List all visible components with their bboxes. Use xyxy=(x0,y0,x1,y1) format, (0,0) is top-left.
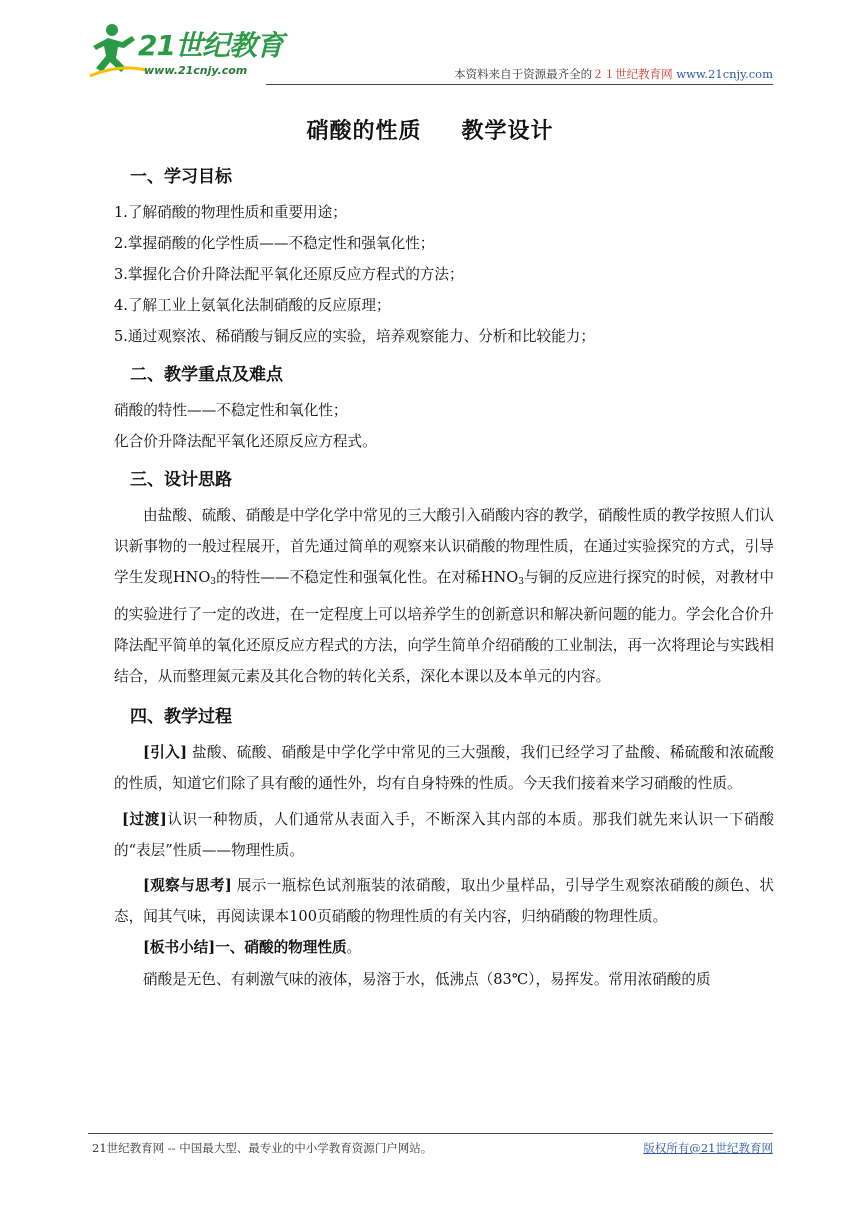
intro-tag: [引入] xyxy=(143,744,188,762)
board-tag: [板书小结] xyxy=(143,939,216,957)
footer-divider xyxy=(88,1133,773,1134)
logo-url: www.21cnjy.com xyxy=(144,64,248,77)
header-note-highlight: ２１世纪教育网 xyxy=(592,67,673,81)
section3-heading: 三、设计思路 xyxy=(130,470,232,490)
board-summary: [板书小结]一、硝酸的物理性质。 xyxy=(143,939,362,957)
title-part1: 硝酸的性质 xyxy=(306,119,422,144)
section2-heading: 二、教学重点及难点 xyxy=(130,365,283,385)
title-part2: 教学设计 xyxy=(461,119,554,144)
section1-heading: 一、学习目标 xyxy=(130,167,232,187)
objective-1: 1.了解硝酸的物理性质和重要用途； xyxy=(114,204,347,221)
section4-heading: 四、教学过程 xyxy=(130,707,232,728)
header-note-prefix: 本资料来自于资源最齐全的 xyxy=(454,67,593,81)
header-divider xyxy=(266,84,773,85)
design-paragraph: 由盐酸、硫酸、硝酸是中学化学中常见的三大酸引入硝酸内容的教学，硝酸性质的教学按照人们认识新事物的一般过程展开，首先通过简单的观察来认识硝酸的物理性质，在通过实验探究的方式，引导学生发现$HNO_3$的特性——不稳定性和强氧化性。在对稀$HNO_3$与铜的反应进行探究的时候，对教材中的实验进行了一定的改进，在一定程度上可以培养学生的创新意识和解决新问题的能力。学会化合价升降法配平简单的氧化还原反应方程式的方法，向学生简单介绍硝酸的工业制法，再一次将理论与实践相结合，从而整理氮元素及其化合物的转化关系，深化本课以及本单元的内容。 xyxy=(114,507,774,686)
logo-text: 21世纪教育 xyxy=(138,29,283,62)
observe-paragraph: [观察与思考] 展示一瓶棕色试剂瓶装的浓硝酸，取出少量样品，引导学生观察浓硝酸的颜色、状态，闻其气味，再阅读课本100页硝酸的物理性质的有关内容，归纳硝酸的物理性质。 xyxy=(114,877,774,926)
observe-tag: [观察与思考] xyxy=(143,877,232,895)
objective-2: 2.掌握硝酸的化学性质——不稳定性和强氧化性； xyxy=(114,235,435,252)
keypoint-1: 硝酸的特性——不稳定性和氧化性； xyxy=(114,402,348,419)
logo xyxy=(88,20,288,82)
objective-4: 4.了解工业上氨氧化法制硝酸的反应原理； xyxy=(114,297,391,314)
transition-tag: [过渡] xyxy=(122,810,167,828)
footer-left-text: 21世纪教育网 -- 中国最大型、最专业的中小学教育资源门户网站。 xyxy=(92,1141,433,1155)
header-note-url[interactable]: www.21cnjy.com xyxy=(676,67,773,81)
objective-3: 3.掌握化合价升降法配平氧化还原反应方程式的方法； xyxy=(114,266,464,283)
page-header xyxy=(88,20,773,84)
physical-properties-text: 硝酸是无色、有刺激气味的液体，易溶于水，低沸点（83℃），易挥发。常用浓硝酸的质 xyxy=(143,970,711,988)
keypoint-2: 化合价升降法配平氧化还原反应方程式。 xyxy=(114,433,377,450)
header-note xyxy=(454,66,773,82)
document-body xyxy=(114,156,774,995)
footer-copyright-link[interactable]: 版权所有@21世纪教育网 xyxy=(643,1141,773,1155)
intro-paragraph: [引入] 盐酸、硫酸、硝酸是中学化学中常见的三大强酸，我们已经学习了盐酸、稀硫酸和浓硫酸的性质，知道它们除了具有酸的通性外，均有自身特殊的性质。今天我们接着来学习硝酸的性质。 xyxy=(114,744,774,793)
transition-paragraph: [过渡]认识一种物质，人们通常从表面入手，不断深入其内部的本质。那我们就先来认识一下硝酸的“表层”性质——物理性质。 xyxy=(114,810,774,859)
page-title xyxy=(0,114,860,145)
objective-5: 5.通过观察浓、稀硝酸与铜反应的实验，培养观察能力、分析和比较能力； xyxy=(114,328,595,345)
